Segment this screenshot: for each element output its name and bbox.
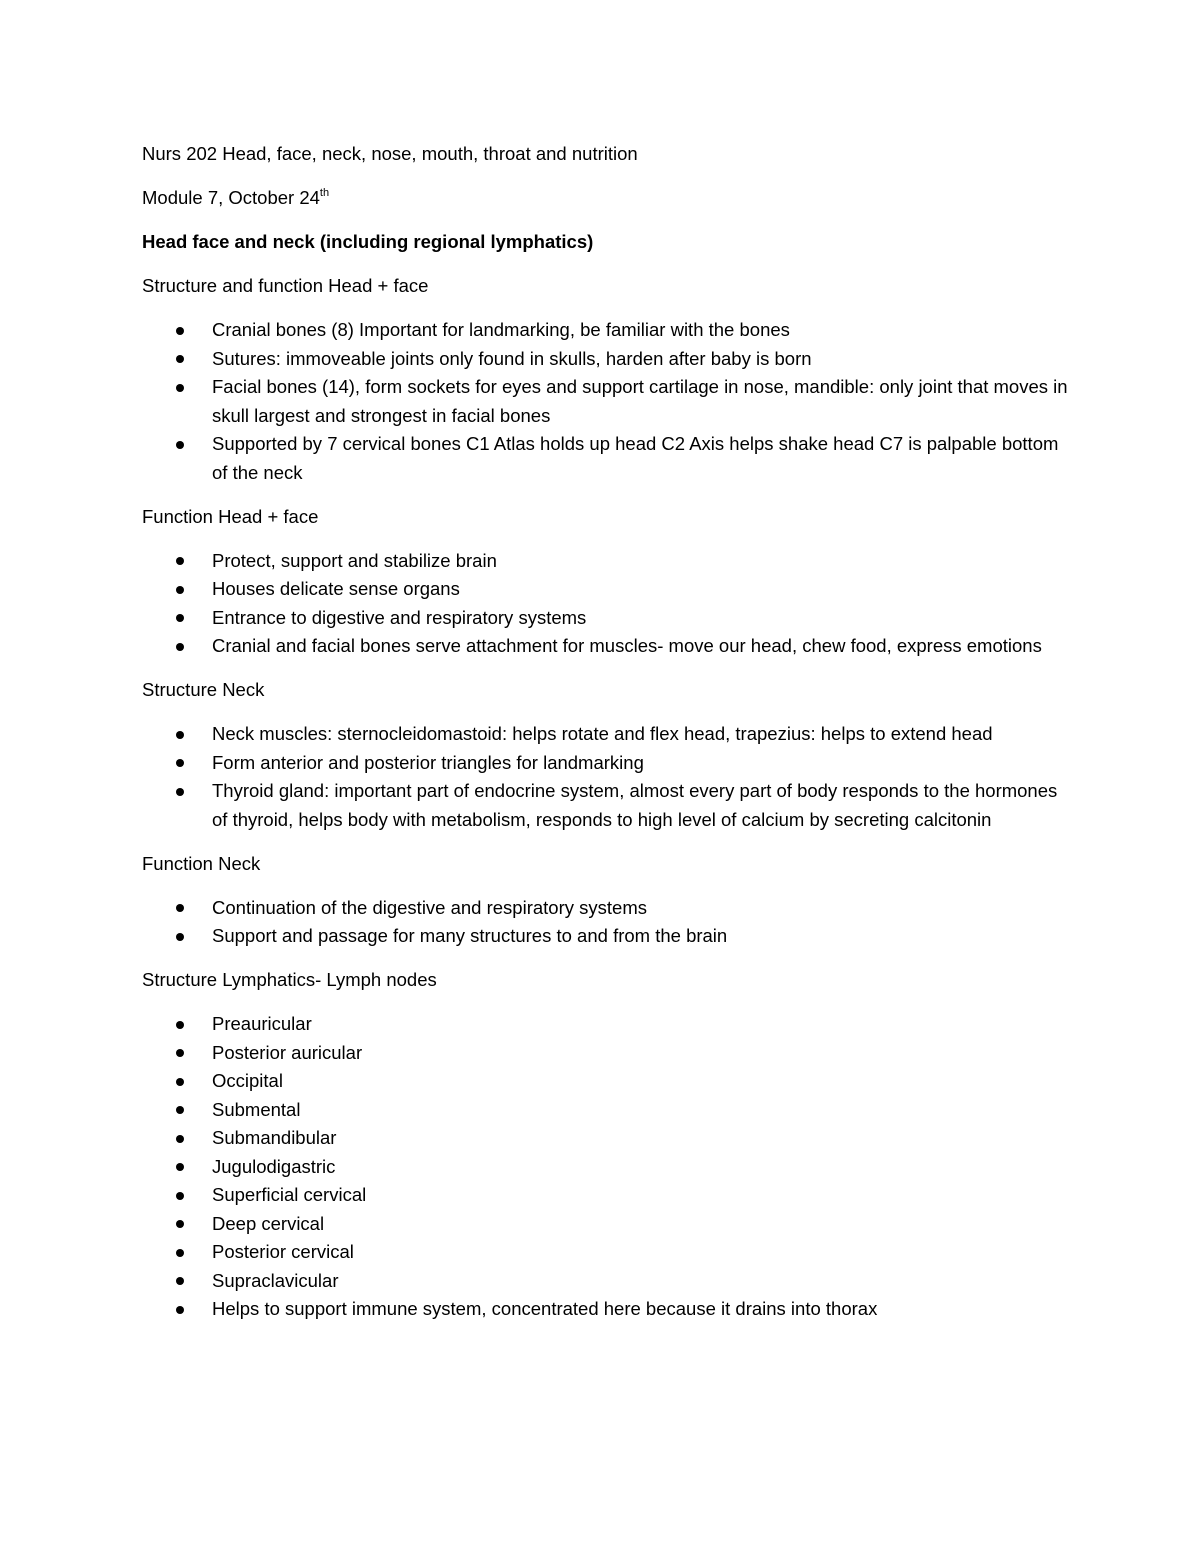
list-item (142, 777, 1072, 834)
bullet-icon (176, 586, 184, 594)
list-item (142, 1153, 1072, 1182)
list-item (142, 1295, 1072, 1324)
list-item (142, 720, 1072, 749)
document-body (142, 140, 1072, 1339)
list-item (142, 1181, 1072, 1210)
list-item (142, 632, 1072, 661)
bullet-icon (176, 1078, 184, 1086)
list-item (142, 345, 1072, 374)
list-item-text: Supported by 7 cervical bones C1 Atlas holds up head C2 Axis helps shake head C7 is palpable bottom of the neck (212, 433, 1059, 483)
list-item (142, 1210, 1072, 1239)
list-item-text: Cranial bones (8) Important for landmarking, be familiar with the bones (212, 319, 790, 340)
list-item-text: Neck muscles: sternocleidomastoid: helps rotate and flex head, trapezius: helps to extend head (212, 723, 993, 744)
bullet-icon (176, 788, 184, 796)
bullet-icon (176, 327, 184, 335)
bullet-icon (176, 1021, 184, 1029)
list-item (142, 316, 1072, 345)
list-item-text: Posterior cervical (212, 1241, 354, 1262)
bullet-icon (176, 1192, 184, 1200)
list-item (142, 894, 1072, 923)
list-item (142, 373, 1072, 430)
list-item (142, 922, 1072, 951)
list-item-text: Protect, support and stabilize brain (212, 549, 497, 571)
bullet-icon (176, 384, 184, 392)
list-item (142, 1039, 1072, 1068)
list-item (142, 1267, 1072, 1296)
bullet-icon (176, 1220, 184, 1228)
list-item-text: Continuation of the digestive and respiratory systems (212, 896, 647, 918)
list-item-text: Thyroid gland: important part of endocrine system, almost every part of body responds to the hormones of thyroid, helps body with metabolism, responds to high level of calcium by secreting calcitonin (212, 780, 1058, 830)
bullet-list (142, 547, 1072, 661)
section-label: Structure Neck (142, 679, 265, 700)
bullet-icon (176, 1306, 184, 1314)
bullet-icon (176, 557, 184, 565)
document-subtitle (142, 184, 1072, 213)
section-label: Structure Lymphatics- Lymph nodes (142, 969, 437, 990)
bullet-icon (176, 1049, 184, 1057)
section-label: Structure and function Head + face (142, 275, 429, 296)
bullet-icon (176, 1277, 184, 1285)
bullet-icon (176, 933, 184, 941)
list-item (142, 1067, 1072, 1096)
section-label: Function Neck (142, 852, 261, 874)
list-item-text: Submandibular (212, 1127, 337, 1148)
bullet-icon (176, 1106, 184, 1114)
document-title: Nurs 202 Head, face, neck, nose, mouth, throat and nutrition (142, 143, 638, 164)
list-item-text: Jugulodigastric (212, 1155, 336, 1177)
bullet-list (142, 720, 1072, 834)
list-item-text: Form anterior and posterior triangles for landmarking (212, 751, 644, 773)
list-item-text: Helps to support immune system, concentrated here because it drains into thorax (212, 1298, 878, 1319)
list-item-text: Entrance to digestive and respiratory systems (212, 606, 587, 628)
section-heading: Head face and neck (including regional lymphatics) (142, 231, 594, 252)
bullet-icon (176, 759, 184, 767)
subtitle-superscript: th (319, 186, 330, 199)
list-item (142, 1096, 1072, 1125)
list-item (142, 1124, 1072, 1153)
bullet-icon (176, 614, 184, 622)
bullet-list (142, 894, 1072, 951)
bullet-icon (176, 643, 184, 651)
list-item (142, 430, 1072, 487)
bullet-icon (176, 1135, 184, 1143)
bullet-icon (176, 904, 184, 912)
bullet-icon (176, 1249, 184, 1257)
list-item-text: Support and passage for many structures to and from the brain (212, 925, 728, 946)
list-item-text: Posterior auricular (212, 1041, 363, 1063)
list-item-text: Supraclavicular (212, 1269, 339, 1291)
bullet-icon (176, 355, 184, 363)
list-item-text: Sutures: immoveable joints only found in skulls, harden after baby is born (212, 347, 812, 369)
list-item-text: Facial bones (14), form sockets for eyes and support cartilage in nose, mandible: only joint that moves in skull largest and strongest in facial bones (212, 376, 1068, 426)
list-item (142, 604, 1072, 633)
list-item-text: Deep cervical (212, 1212, 325, 1234)
list-item-text: Houses delicate sense organs (212, 578, 460, 599)
bullet-icon (176, 441, 184, 449)
list-item-text: Submental (212, 1098, 301, 1120)
section-label: Function Head + face (142, 505, 319, 527)
list-item (142, 1010, 1072, 1039)
list-item (142, 575, 1072, 604)
subtitle-text: Module 7, October 24 (142, 187, 320, 208)
sections-container (142, 272, 1072, 1324)
bullet-list (142, 316, 1072, 487)
list-item-text: Cranial and facial bones serve attachment for muscles- move our head, chew food, express emotions (212, 635, 1042, 656)
list-item-text: Preauricular (212, 1013, 312, 1034)
list-item (142, 749, 1072, 778)
list-item-text: Occipital (212, 1070, 283, 1091)
list-item (142, 547, 1072, 576)
bullet-icon (176, 731, 184, 739)
bullet-list (142, 1010, 1072, 1324)
list-item-text: Superficial cervical (212, 1184, 367, 1205)
bullet-icon (176, 1163, 184, 1171)
list-item (142, 1238, 1072, 1267)
